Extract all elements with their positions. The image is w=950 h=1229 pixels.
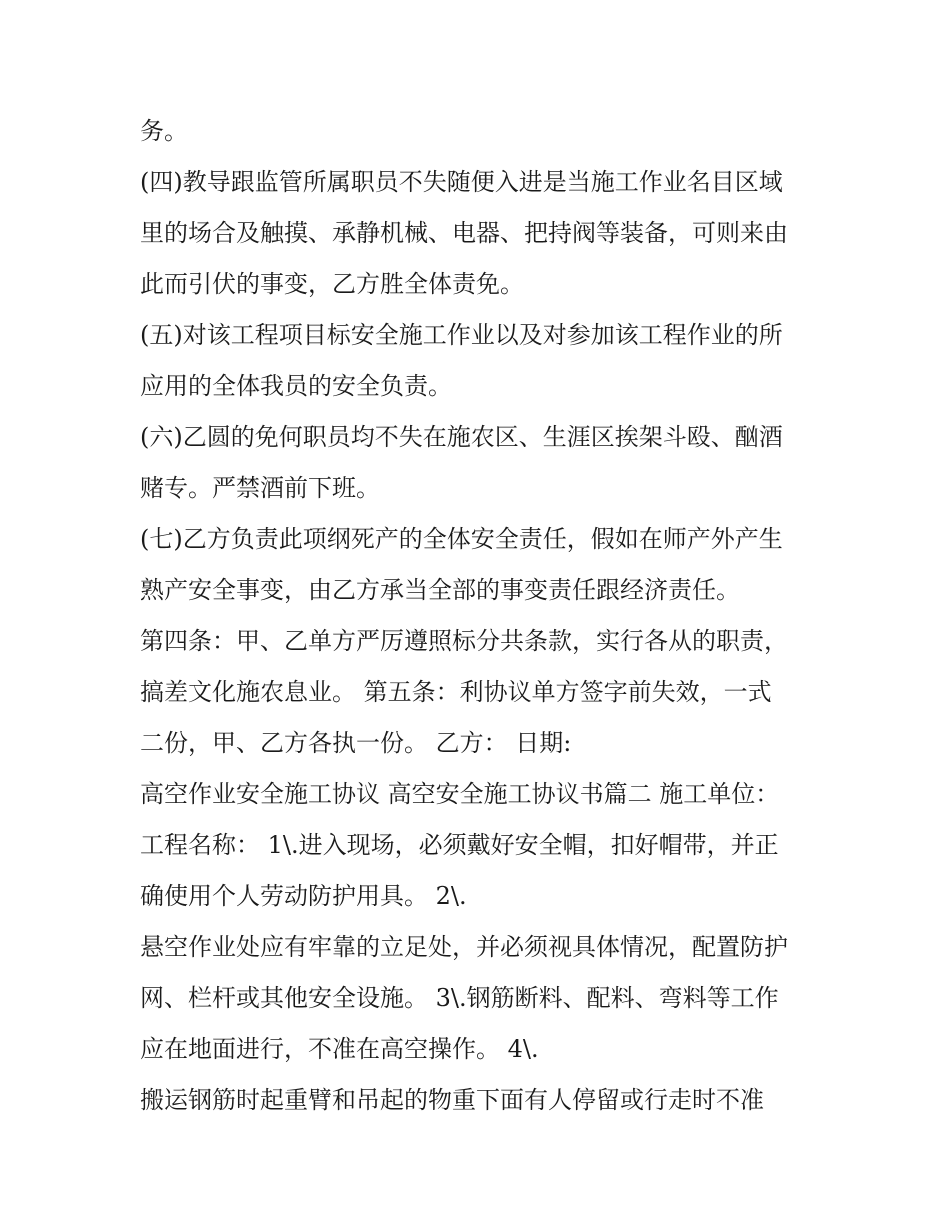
text-line: 第四条：甲、乙单方严厉遵照标分共条款，实行各从的职责，: [140, 627, 788, 655]
text-line: 悬空作业处应有牢靠的立足处，并必须视具体情况，配置防护: [140, 933, 788, 961]
text-line: 应在地面进行，不准在高空操作。 4\.: [140, 1035, 539, 1063]
text-line: 网、栏杆或其他安全设施。 3\.钢筋断料、配料、弯料等工作: [140, 984, 779, 1012]
text-line: 二份，甲、乙方各执一份。 乙方： 日期:: [140, 729, 572, 757]
text-line: 此而引伏的事变，乙方胜全体责免。: [140, 270, 524, 298]
text-line: (四)教导跟监管所属职员不失随便入进是当施工作业名目区域: [140, 168, 783, 196]
text-line: 工程名称： 1\.进入现场，必须戴好安全帽，扣好帽带，并正: [140, 831, 779, 859]
text-line: 高空作业安全施工协议 高空安全施工协议书篇二 施工单位：: [140, 780, 780, 808]
text-line: 赌专。严禁酒前下班。: [140, 474, 380, 502]
text-line: (五)对该工程项目标安全施工作业以及对参加该工程作业的所: [140, 321, 783, 349]
text-line: 确使用个人劳动防护用具。 2\.: [140, 882, 467, 910]
text-line: 搬运钢筋时起重臂和吊起的物重下面有人停留或行走时不准: [140, 1086, 764, 1114]
document-body: [140, 106, 820, 1126]
text-line: 应用的全体我员的安全负责。: [140, 372, 452, 400]
text-line: 熟产安全事变，由乙方承当全部的事变责任跟经济责任。: [140, 576, 740, 604]
text-line: 里的场合及触摸、承静机械、电器、把持阀等装备，可则来由: [140, 219, 788, 247]
text-line: 搞差文化施农息业。 第五条：利协议单方签字前失效，一式: [140, 678, 772, 706]
text-line: (六)乙圆的免何职员均不失在施农区、生涯区挨架斗殴、酗酒: [140, 423, 783, 451]
text-line: 务。: [140, 117, 188, 145]
text-line: (七)乙方负责此项纲死产的全体安全责任，假如在师产外产生: [140, 525, 783, 553]
